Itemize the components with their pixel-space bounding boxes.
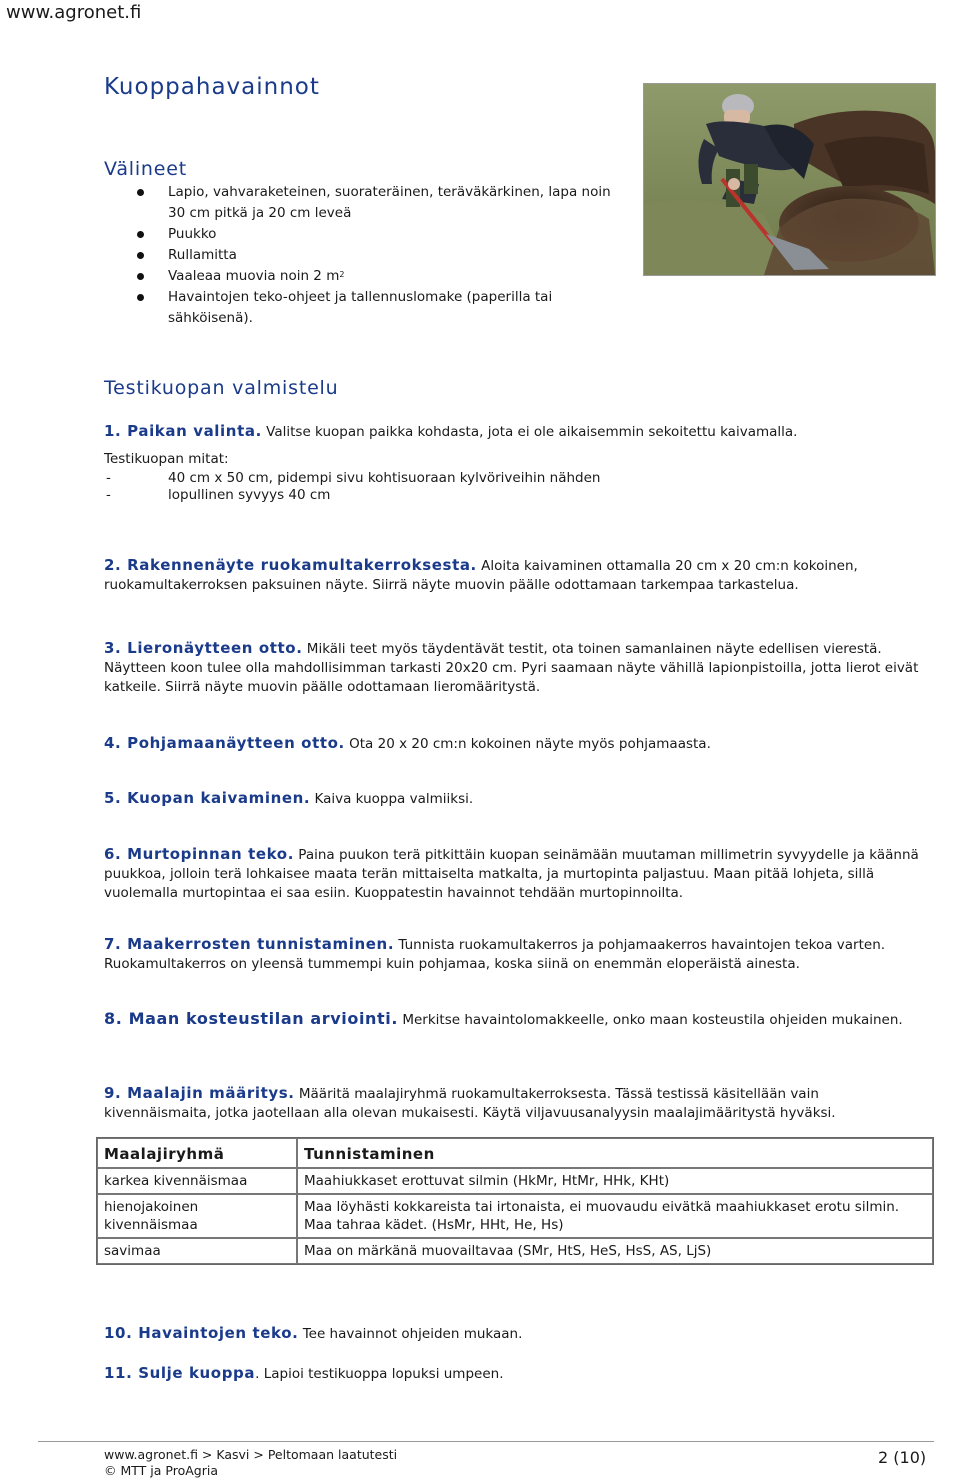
step-10 xyxy=(104,1324,924,1344)
step-6 xyxy=(104,845,924,903)
soil-type-table xyxy=(96,1137,934,1265)
tools-list xyxy=(104,182,624,329)
table-cell: savimaa xyxy=(97,1238,297,1264)
table-header: Tunnistaminen xyxy=(297,1138,933,1168)
step-5-title: 5. Kuopan kaivaminen. xyxy=(104,789,311,807)
table-cell: karkea kivennäismaa xyxy=(97,1168,297,1194)
step-2-text: Aloita kaivaminen ottamalla 20 cm x 20 cm:n kokoinen, ruokamultakerroksen paksuinen näyte. Siirrä näyte muovin päälle odottamaan tarkempaa tarkastelua. xyxy=(104,558,858,593)
step-7 xyxy=(104,935,924,974)
step-4-text: Ota 20 x 20 cm:n kokoinen näyte myös pohjamaasta. xyxy=(344,736,711,752)
step-11-text: . Lapioi testikuoppa lopuksi umpeen. xyxy=(255,1366,504,1382)
step-9-title: 9. Maalajin määritys. xyxy=(104,1084,295,1102)
step-9 xyxy=(104,1084,924,1123)
list-item xyxy=(104,266,624,287)
step-9-text: Määritä maalajiryhmä ruokamultakerroksesta. Tässä testissä käsitellään vain kivennäismaita, jotka jaotellaan alla olevan mukaisesti. Käytä viljavuusanalyysin maalajimääritystä hyväksi. xyxy=(104,1086,836,1121)
step-8-text: Merkitse havaintolomakkeelle, onko maan kosteustila ohjeiden mukainen. xyxy=(398,1012,903,1028)
step-2-title: 2. Rakennenäyte ruokamultakerroksesta. xyxy=(104,556,477,574)
list-item-text: Vaaleaa muovia noin 2 m xyxy=(168,268,340,284)
step-8-title: 8. Maan kosteustilan arviointi. xyxy=(104,1009,399,1028)
table-row xyxy=(97,1238,933,1264)
footer-copyright: © MTT ja ProAgria xyxy=(104,1463,218,1478)
table-cell: hienojakoinen kivennäismaa xyxy=(97,1194,297,1238)
digging-photo xyxy=(643,83,936,276)
list-item: Lapio, vahvaraketeinen, suorateräinen, teräväkärkinen, lapa noin 30 cm pitkä ja 20 cm leveä xyxy=(104,182,624,224)
table-cell: Maa on märkänä muovailtavaa (SMr, HtS, HeS, HsS, AS, LjS) xyxy=(297,1238,933,1264)
digging-illustration xyxy=(644,84,935,275)
dash-bullet: - xyxy=(106,470,111,486)
step-3-title: 3. Lieronäytteen otto. xyxy=(104,639,303,657)
step-8 xyxy=(104,1009,924,1030)
list-item: Havaintojen teko-ohjeet ja tallennuslomake (paperilla tai sähköisenä). xyxy=(104,287,624,329)
table-cell: Maahiukkaset erottuvat silmin (HkMr, HtMr, HHk, KHt) xyxy=(297,1168,933,1194)
step-4 xyxy=(104,734,924,754)
step-10-text: Tee havainnot ohjeiden mukaan. xyxy=(298,1326,523,1342)
step-5 xyxy=(104,789,924,809)
step-2 xyxy=(104,556,924,595)
table-row xyxy=(97,1194,933,1238)
step-7-title: 7. Maakerrosten tunnistaminen. xyxy=(104,935,395,953)
prep-heading: Testikuopan valmistelu xyxy=(104,377,339,399)
superscript: 2 xyxy=(339,270,345,279)
step-6-text: Paina puukon terä pitkittäin kuopan seinämään muutaman millimetrin syvyydelle ja käännä puukkoa, jolloin terä lohkaisee maata terän mittaiselta matkalta, ja murtopinta paljastuu. Maan pitää lohjeta, sillä vuolemalla murtopintaa ei saa esiin. Kuoppatestin havainnot tehdään murtopinnoilta. xyxy=(104,847,919,901)
step-11-title: 11. Sulje kuoppa xyxy=(104,1364,256,1382)
table-cell: Maa löyhästi kokkareista tai irtonaista, ei muovaudu eivätkä maahiukkaset erotu silmin. Maa tahraa kädet. (HsMr, HHt, He, Hs) xyxy=(297,1194,933,1238)
step-1-title: 1. Paikan valinta. xyxy=(104,422,262,440)
footer-breadcrumb[interactable]: www.agronet.fi > Kasvi > Peltomaan laatutesti xyxy=(104,1447,398,1462)
table-header: Maalajiryhmä xyxy=(97,1138,297,1168)
step-10-title: 10. Havaintojen teko. xyxy=(104,1324,299,1342)
table-header-row xyxy=(97,1138,933,1168)
table-row xyxy=(97,1168,933,1194)
dims-item xyxy=(104,486,330,505)
step-3-text: Mikäli teet myös täydentävät testit, ota toinen samanlainen näyte edellisen vierestä. Näytteen koon tulee olla mahdollisimman tarkasti 20x20 cm. Pyri saamaan näyte vähillä lapionpistoilla, jotta lierot eivät katkeile. Siirrä näyte muovin päälle odottamaan lieromääritystä. xyxy=(104,641,919,695)
step-4-title: 4. Pohjamaanäytteen otto. xyxy=(104,734,345,752)
footer xyxy=(104,1447,397,1479)
step-11 xyxy=(104,1364,924,1384)
site-url[interactable]: www.agronet.fi xyxy=(6,2,142,23)
dims-label: Testikuopan mitat: xyxy=(104,451,229,467)
dims-item-text: lopullinen syvyys 40 cm xyxy=(168,487,331,503)
dims-item-text: 40 cm x 50 cm, pidempi sivu kohtisuoraan kylvöriveihin nähden xyxy=(168,470,601,486)
page-number: 2 (10) xyxy=(878,1448,927,1467)
step-5-text: Kaiva kuoppa valmiiksi. xyxy=(310,791,474,807)
list-item: Rullamitta xyxy=(104,245,624,266)
tools-heading: Välineet xyxy=(104,158,187,180)
footer-divider xyxy=(38,1441,934,1442)
list-item: Puukko xyxy=(104,224,624,245)
dash-bullet: - xyxy=(106,487,111,503)
step-7-text: Tunnista ruokamultakerros ja pohjamaakerros havaintojen tekoa varten. Ruokamultakerros on yleensä tummempi kuin pohjamaa, koska siinä on enemmän eloperäistä ainesta. xyxy=(104,937,886,972)
step-1-text: Valitse kuopan paikka kohdasta, jota ei ole aikaisemmin sekoitettu kaivamalla. xyxy=(261,424,798,440)
step-1 xyxy=(104,422,924,442)
page-title: Kuoppahavainnot xyxy=(104,74,320,100)
step-3 xyxy=(104,639,924,697)
step-6-title: 6. Murtopinnan teko. xyxy=(104,845,295,863)
